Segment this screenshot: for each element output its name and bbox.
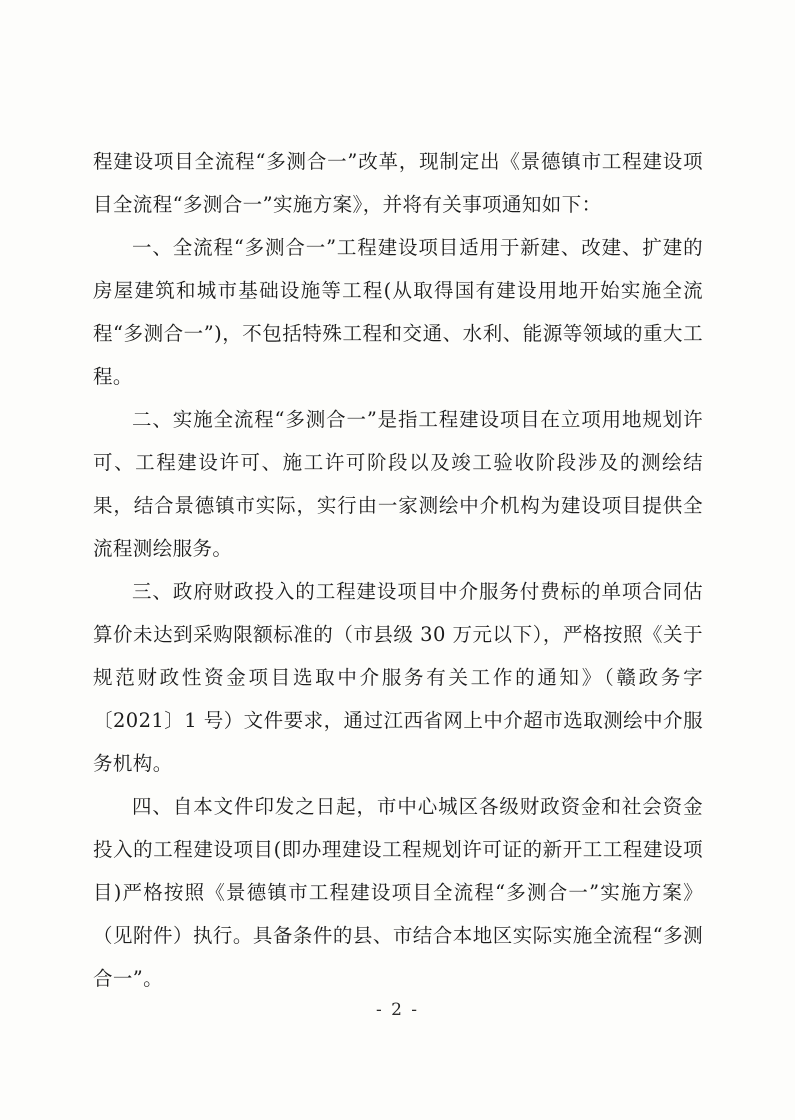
paragraph-item-3: 三、政府财政投入的工程建设项目中介服务付费标的单项合同估算价未达到采购限额标准的（市县级 30 万元以下），严格按照《关于规范财政性资金项目选取中介服务有关工作的通知》（赣政务字〔2021〕1 号）文件要求，通过江西省网上中介超市选取测绘中介服务机构。 bbox=[93, 580, 703, 775]
document-body bbox=[93, 140, 703, 1000]
paragraph-intro: 程建设项目全流程“多测合一”改革，现制定出《景德镇市工程建设项目全流程“多测合一”实施方案》，并将有关事项通知如下： bbox=[93, 150, 703, 216]
paragraph-item-2: 二、实施全流程“多测合一”是指工程建设项目在立项用地规划许可、工程建设许可、施工许可阶段以及竣工验收阶段涉及的测绘结果，结合景德镇市实际，实行由一家测绘中介机构为建设项目提供全流程测绘服务。 bbox=[93, 408, 703, 560]
paragraph-item-4: 四、自本文件印发之日起，市中心城区各级财政资金和社会资金投入的工程建设项目(即办理建设工程规划许可证的新开工工程建设项目)严格按照《景德镇市工程建设项目全流程“多测合一”实施方案》（见附件）执行。具备条件的县、市结合本地区实际实施全流程“多测合一”。 bbox=[93, 795, 703, 990]
paragraph-item-1: 一、全流程“多测合一”工程建设项目适用于新建、改建、扩建的房屋建筑和城市基础设施等工程(从取得国有建设用地开始实施全流程“多测合一”)，不包括特殊工程和交通、水利、能源等领域的重大工程。 bbox=[93, 236, 703, 388]
page-number: - 2 - bbox=[375, 1000, 420, 1020]
